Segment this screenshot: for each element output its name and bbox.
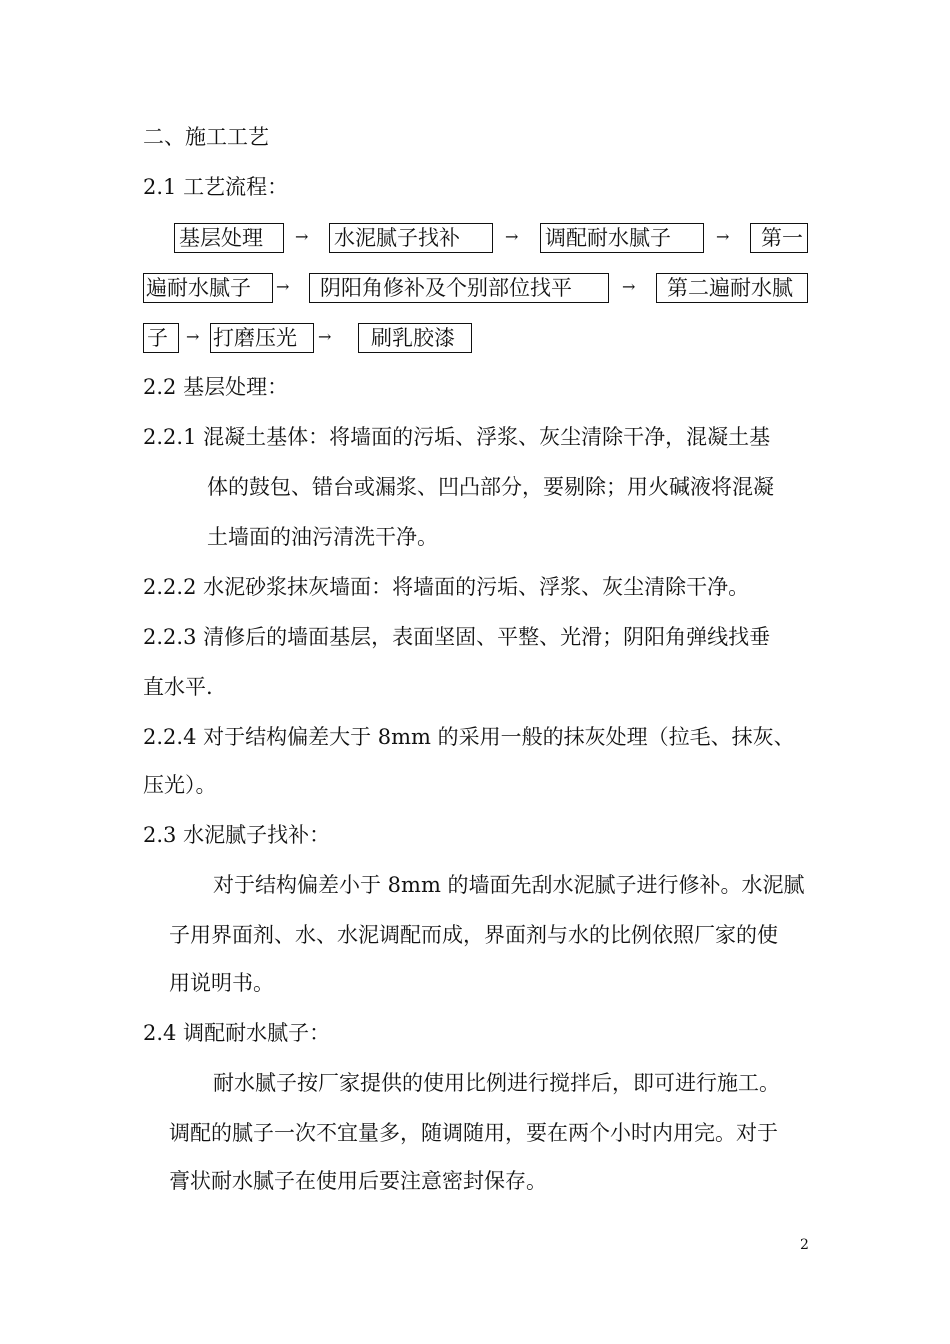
flow-step-second-coat-part1: 第二遍耐水腻 xyxy=(656,273,808,303)
para-2-3-line1: 对于结构偏差小于 8mm 的墙面先刮水泥腻子进行修补。水泥腻 xyxy=(213,873,805,897)
flow-arrow-icon: → xyxy=(716,227,730,246)
flow-arrow-icon: → xyxy=(622,277,636,296)
flow-step-first-coat-part2: 遍耐水腻子 xyxy=(143,273,273,303)
para-2-2-3-line1: 2.2.3 清修后的墙面基层，表面坚固、平整、光滑；阴阳角弹线找垂 xyxy=(143,625,771,649)
para-2-3-line2: 子用界面剂、水、水泥调配而成，界面剂与水的比例依照厂家的使 xyxy=(169,923,778,947)
para-2-3-line3: 用说明书。 xyxy=(169,971,274,995)
para-2-4-line1: 耐水腻子按厂家提供的使用比例进行搅拌后，即可进行施工。 xyxy=(213,1071,780,1095)
page-number: 2 xyxy=(800,1237,809,1253)
para-2-2-1-line2: 体的鼓包、错台或漏浆、凹凸部分，要剔除；用火碱液将混凝 xyxy=(207,475,774,499)
para-2-2-4-line2: 压光）。 xyxy=(143,773,217,797)
flow-arrow-icon: → xyxy=(505,227,519,246)
flow-step-corner-repair: 阴阳角修补及个别部位找平 xyxy=(309,273,609,303)
para-2-2-3-line2: 直水平. xyxy=(143,675,213,699)
para-2-4-line2: 调配的腻子一次不宜量多，随调随用，要在两个小时内用完。对于 xyxy=(169,1121,778,1145)
heading-2-1: 2.1 工艺流程： xyxy=(143,175,289,199)
flow-arrow-icon: → xyxy=(276,277,290,296)
flow-step-latex-paint: 刷乳胶漆 xyxy=(358,323,472,353)
para-2-2-1-line1: 2.2.1 混凝土基体：将墙面的污垢、浮浆、灰尘清除干净，混凝土基 xyxy=(143,425,771,449)
flow-step-sanding: 打磨压光 xyxy=(210,323,314,353)
flow-step-first-coat-part1: 第一 xyxy=(750,223,808,253)
flow-arrow-icon: → xyxy=(318,327,332,346)
heading-2-3: 2.3 水泥腻子找补： xyxy=(143,823,331,847)
heading-2-4: 2.4 调配耐水腻子： xyxy=(143,1021,331,1045)
flow-arrow-icon: → xyxy=(186,327,200,346)
flow-step-cement-putty: 水泥腻子找补 xyxy=(329,223,493,253)
para-2-2-4-line1: 2.2.4 对于结构偏差大于 8mm 的采用一般的抹灰处理（拉毛、抹灰、 xyxy=(143,725,795,749)
section-title: 二、施工工艺 xyxy=(143,125,269,149)
para-2-2-2: 2.2.2 水泥砂浆抹灰墙面：将墙面的污垢、浮浆、灰尘清除干净。 xyxy=(143,575,750,599)
para-2-2-1-line3: 土墙面的油污清洗干净。 xyxy=(207,525,438,549)
flow-step-mix-putty: 调配耐水腻子 xyxy=(540,223,704,253)
heading-2-2: 2.2 基层处理： xyxy=(143,375,289,399)
para-2-4-line3: 膏状耐水腻子在使用后要注意密封保存。 xyxy=(169,1169,547,1193)
flow-step-base-treatment: 基层处理 xyxy=(174,223,284,253)
flow-arrow-icon: → xyxy=(295,227,309,246)
flow-step-second-coat-part2: 子 xyxy=(143,323,179,353)
